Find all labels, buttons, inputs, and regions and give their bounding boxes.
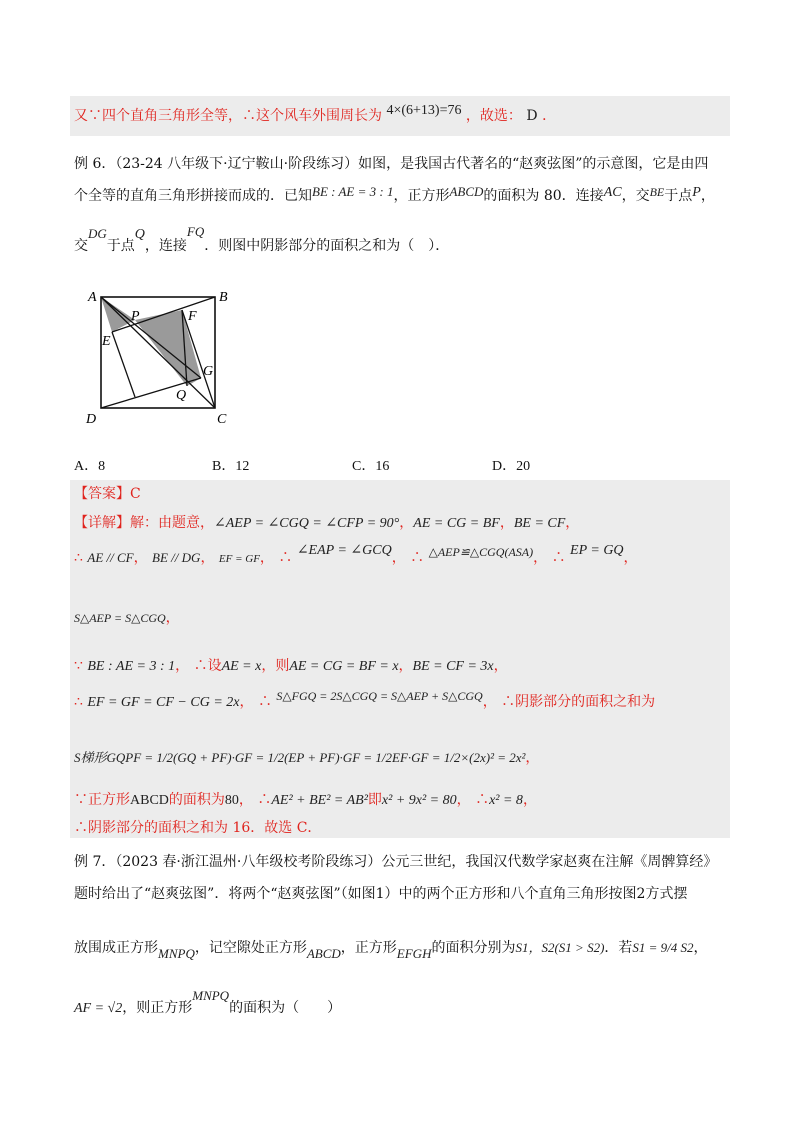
text: 放围成正方形 bbox=[74, 940, 158, 956]
text: 的面积为 80．连接 bbox=[483, 188, 604, 204]
text: 于点 bbox=[664, 188, 693, 204]
ratio-be-ae: BE : AE = 3 : 1 bbox=[87, 659, 176, 674]
text: 阴影部分的面积之和为 bbox=[515, 694, 656, 710]
label-d: D bbox=[86, 412, 97, 427]
text: 个全等的直角三角形拼接而成的．已知 bbox=[74, 188, 312, 204]
text: ， bbox=[175, 658, 190, 674]
label-g: G bbox=[203, 364, 214, 379]
end-mark: ． bbox=[542, 108, 557, 124]
zhao-shuang-figure bbox=[84, 284, 254, 434]
option-a[interactable] bbox=[74, 455, 105, 475]
text: ， bbox=[259, 550, 274, 566]
text: ，记空隙处正方形 bbox=[194, 940, 307, 956]
text: ，正方形 bbox=[340, 940, 397, 956]
equation: AE = CG = BF = x bbox=[289, 659, 399, 674]
area-ratio: S1 = 9/4 S2 bbox=[632, 940, 694, 955]
text: 正方形 bbox=[88, 792, 130, 808]
text: ， bbox=[165, 610, 180, 626]
equation: BE = CF = 3x bbox=[412, 659, 494, 674]
pythagoras-equation: AE² + BE² = AB² bbox=[271, 793, 368, 808]
example7-line3 bbox=[74, 938, 708, 961]
equation: AF = √2 bbox=[74, 1001, 123, 1016]
detail-line1 bbox=[74, 513, 579, 534]
text: 交 bbox=[74, 238, 88, 254]
equation: AE = x bbox=[221, 659, 262, 674]
option-c[interactable] bbox=[352, 455, 389, 475]
example7-line2: 题时给出了“赵爽弦图”．将两个“赵爽弦图”（如图1）中的两个正方形和八个直角三角形按图2方式摆 bbox=[74, 886, 688, 902]
example7-line1: 例 7．（2023 春·浙江温州·八年级校考阶段练习）公元三世纪，我国汉代数学家赵爽在注解《周髀算经》 bbox=[74, 854, 718, 870]
detail-line4 bbox=[74, 656, 508, 677]
equation: x² = 8 bbox=[489, 793, 523, 808]
area-notation: S1，S2(S1 > S2) bbox=[515, 940, 605, 955]
label-q: Q bbox=[176, 388, 187, 403]
square-mnpq: MNPQ bbox=[192, 988, 230, 1003]
text: ， bbox=[533, 550, 548, 566]
option-letter: D． bbox=[492, 459, 517, 474]
therefore-sign: ∴ bbox=[278, 550, 293, 566]
text: ， bbox=[261, 658, 276, 674]
text: 的面积为（ ） bbox=[229, 1000, 342, 1016]
segment-e-inner bbox=[112, 332, 135, 397]
therefore-sign: ∴ bbox=[501, 694, 516, 710]
therefore-sign: ∴ bbox=[410, 550, 425, 566]
therefore-sign: ∴ bbox=[475, 792, 490, 808]
text: 即 bbox=[367, 792, 382, 808]
text: ，正方形 bbox=[393, 188, 450, 204]
text: ， bbox=[482, 694, 497, 710]
option-letter: A． bbox=[74, 459, 99, 474]
text: ， bbox=[238, 792, 253, 808]
text: ， bbox=[398, 658, 413, 674]
choose-label: ，故选： bbox=[465, 108, 522, 124]
parallel-ae-cf: AE // CF bbox=[87, 550, 134, 565]
text: ， bbox=[623, 550, 638, 566]
square-efgh: EFGH bbox=[396, 946, 432, 961]
square-abcd: ABCD bbox=[130, 793, 169, 808]
label-c: C bbox=[217, 412, 227, 427]
text: ， bbox=[399, 515, 414, 531]
text: 于点 bbox=[106, 238, 135, 254]
detail-line7 bbox=[74, 790, 537, 811]
square-abcd: ABCD bbox=[449, 184, 484, 199]
previous-solution-line bbox=[74, 103, 557, 127]
text: ， bbox=[499, 515, 514, 531]
perimeter-formula: 4×(6+13)=76 bbox=[386, 103, 462, 118]
example7-line4 bbox=[74, 988, 342, 1019]
ratio-be-ae: BE : AE = 3 : 1 bbox=[312, 184, 394, 199]
segment-ac: AC bbox=[603, 185, 622, 200]
example6-line2 bbox=[74, 186, 715, 207]
text: 设 bbox=[207, 658, 222, 674]
option-value: 16 bbox=[375, 459, 390, 474]
equation: AE = CG = BF bbox=[413, 516, 500, 531]
option-d[interactable] bbox=[492, 455, 530, 475]
therefore-sign: ∴ bbox=[193, 658, 208, 674]
trapezoid-area-formula: S梯形GQPF = 1/2(GQ + PF)·GF = 1/2(EP + PF)·GF = 1/2EF·GF = 1/2×(2x)² = 2x² bbox=[74, 750, 526, 765]
option-letter: C． bbox=[352, 459, 376, 474]
detail-tag: 【详解】 bbox=[74, 515, 130, 531]
text: ， bbox=[133, 550, 148, 566]
previous-solution-text: 又∵四个直角三角形全等，∴这个风车外围周长为 bbox=[74, 108, 382, 124]
angle-equation: ∠EAP = ∠GCQ bbox=[296, 543, 392, 558]
area-value: 80 bbox=[224, 793, 239, 808]
therefore-sign: ∴ bbox=[551, 550, 566, 566]
equation: EP = GQ bbox=[570, 543, 624, 558]
text: ．若 bbox=[604, 940, 633, 956]
text: ， bbox=[456, 792, 471, 808]
segment-dg: DG bbox=[88, 226, 107, 241]
detail-line5 bbox=[74, 689, 656, 713]
therefore-sign: ∴ bbox=[74, 694, 83, 710]
because-sign: ∵ bbox=[74, 658, 83, 674]
text: ， bbox=[391, 550, 406, 566]
text: 的面积为 bbox=[168, 792, 225, 808]
square-mnpq: MNPQ bbox=[158, 946, 195, 961]
equation: x² + 9x² = 80 bbox=[381, 793, 457, 808]
therefore-sign: ∴ bbox=[257, 694, 272, 710]
option-value: 8 bbox=[98, 459, 106, 474]
example6-line3 bbox=[74, 224, 450, 257]
square-abcd: ABCD bbox=[306, 946, 341, 961]
detail-line8: ∴阴影部分的面积之和为 16．故选 C． bbox=[74, 820, 322, 836]
text: ， bbox=[565, 515, 580, 531]
text: ， bbox=[200, 550, 215, 566]
text: ，则正方形 bbox=[122, 1000, 193, 1016]
option-value: 12 bbox=[235, 459, 250, 474]
parallel-be-dg: BE // DG bbox=[152, 550, 201, 565]
chosen-option: D bbox=[526, 108, 538, 124]
text: ， bbox=[493, 658, 508, 674]
answer-value: C bbox=[130, 486, 141, 502]
therefore-sign: ∴ bbox=[74, 550, 83, 566]
equation: EF = GF bbox=[218, 553, 260, 565]
option-b[interactable] bbox=[212, 455, 249, 475]
segment-fq: FQ bbox=[186, 224, 205, 239]
option-letter: B． bbox=[212, 459, 236, 474]
because-sign: ∵ bbox=[74, 792, 88, 808]
answer-tag: 【答案】 bbox=[74, 486, 130, 502]
segment-be: BE bbox=[649, 185, 665, 199]
detail-line3 bbox=[74, 608, 180, 628]
congruence: △AEP≌△CGQ(ASA) bbox=[428, 545, 534, 559]
point-p: P bbox=[692, 185, 701, 200]
equation: BE = CF bbox=[513, 516, 566, 531]
equation: EF = GF = CF − CG = 2x bbox=[87, 695, 240, 710]
text: ， bbox=[522, 792, 537, 808]
detail-line2 bbox=[74, 543, 638, 569]
label-f: F bbox=[188, 309, 197, 324]
example6-line1: 例 6．（23-24 八年级下·辽宁鞍山·阶段练习）如图，是我国古代著名的“赵爽弦图”的示意图，它是由四 bbox=[74, 156, 709, 172]
therefore-sign: ∴ bbox=[257, 792, 272, 808]
text: ， bbox=[700, 188, 715, 204]
point-q: Q bbox=[134, 227, 145, 242]
area-equation: S△FGQ = 2S△CGQ = S△AEP + S△CGQ bbox=[276, 689, 483, 703]
text: ， bbox=[239, 694, 254, 710]
answer-line bbox=[74, 484, 141, 504]
text: ，连接 bbox=[144, 238, 187, 254]
text: ，交 bbox=[621, 188, 650, 204]
text: 解：由题意， bbox=[130, 515, 214, 531]
angle-equation: ∠AEP = ∠CGQ = ∠CFP = 90° bbox=[214, 516, 400, 531]
text: 则 bbox=[275, 658, 290, 674]
label-b: B bbox=[219, 290, 228, 305]
text: ， bbox=[693, 940, 708, 956]
label-p: P bbox=[131, 309, 140, 324]
detail-line6 bbox=[74, 748, 539, 768]
label-a: A bbox=[88, 290, 97, 305]
text: 的面积分别为 bbox=[431, 940, 516, 956]
option-value: 20 bbox=[516, 459, 531, 474]
area-equation: S△AEP = S△CGQ bbox=[74, 611, 166, 625]
label-e: E bbox=[102, 334, 111, 349]
text: ．则图中阴影部分的面积之和为（ ）． bbox=[204, 238, 450, 254]
text: ， bbox=[525, 750, 540, 766]
